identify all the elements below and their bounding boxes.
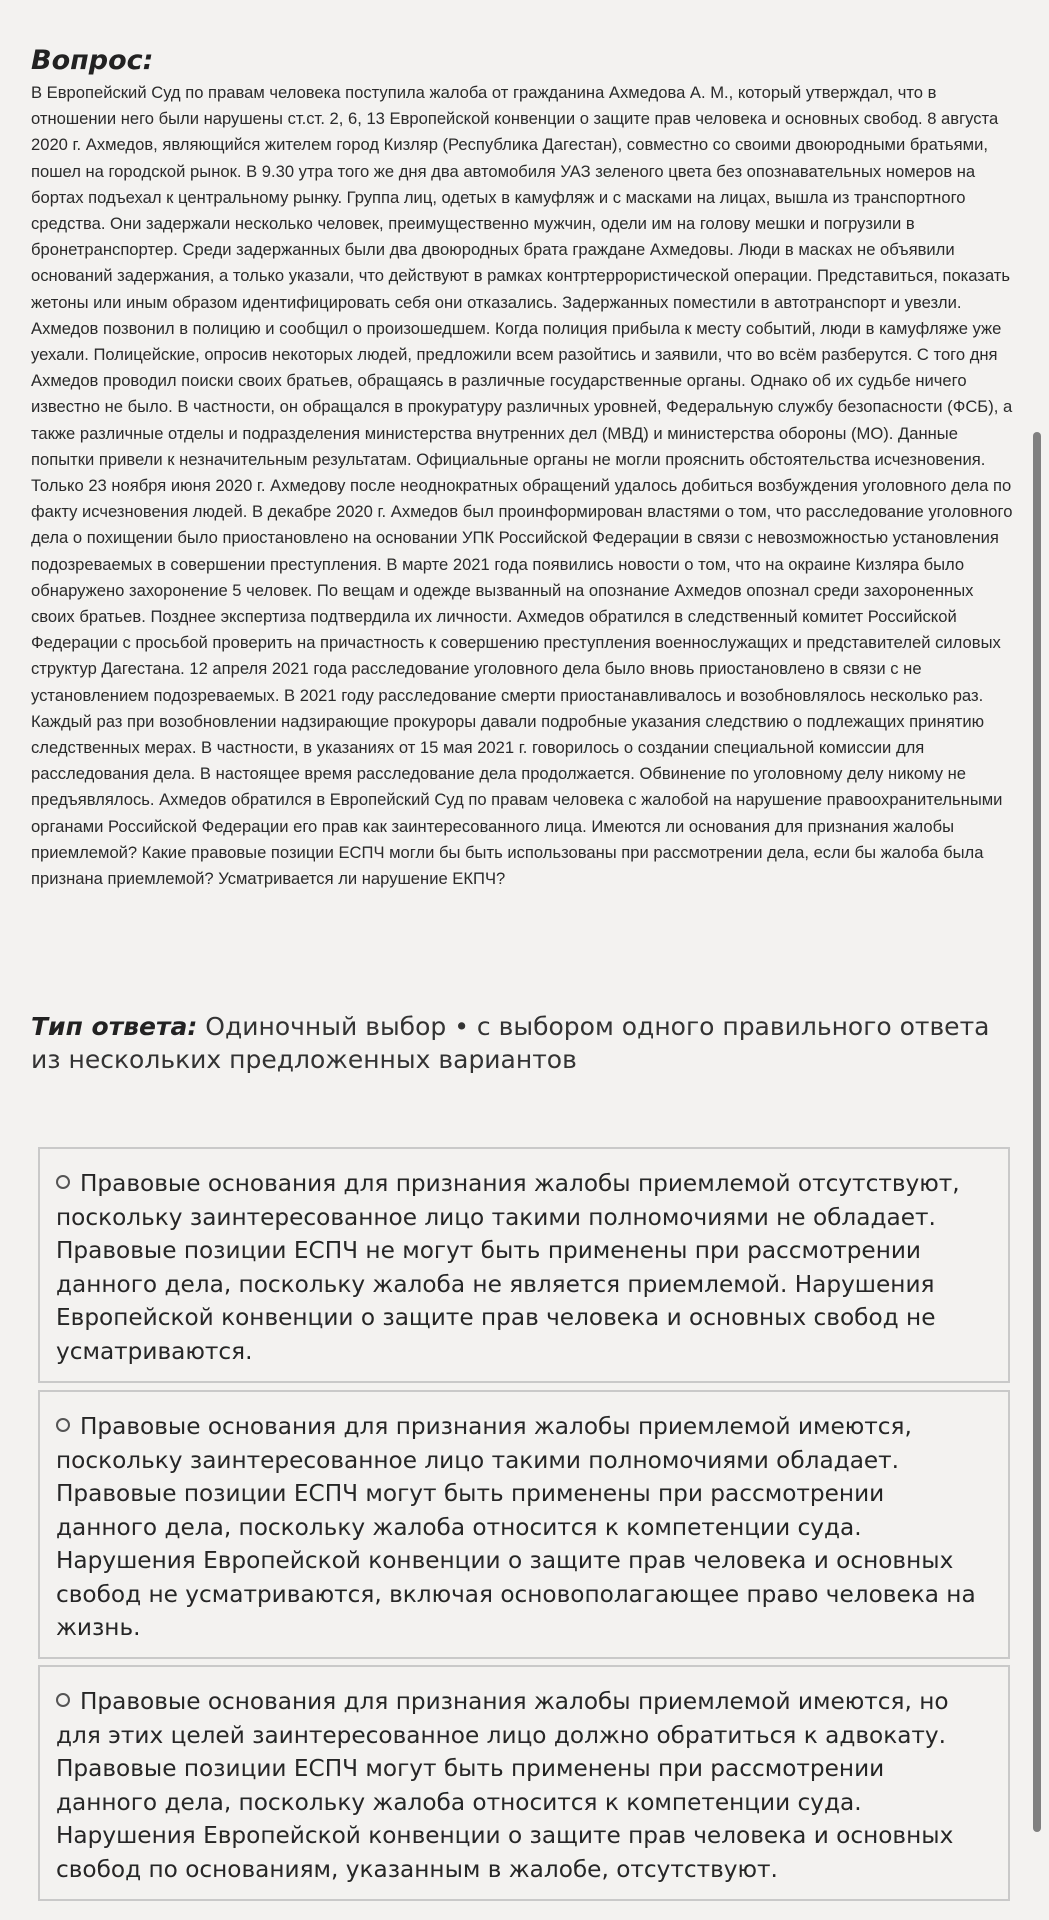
answer-type-label: Тип ответа: [31, 1012, 198, 1041]
answer-option-2[interactable] [38, 1390, 1010, 1659]
answer-option-text: Правовые основания для признания жалобы приемлемой имеются, поскольку заинтересованное лицо такими полномочиями обладает. Правовые позиции ЕСПЧ могут быть применены при рассмотрении данного дела, поскольку жалоба относится к компетенции суда. Нарушения Европейской конвенции о защите прав человека и основных свобод не усматриваются, включая основополагающее право человека на жизнь. [56, 1413, 976, 1641]
question-text: В Европейский Суд по правам человека поступила жалоба от гражданина Ахмедова А. М., который утверждал, что в отношении него были нарушены ст.ст. 2, 6, 13 Европейской конвенции о защите прав человека и основных свобод. 8 августа 2020 г. Ахмедов, являющийся жителем город Кизляр (Республика Дагестан), совместно со своими двоюродными братьями, пошел на городской рынок. В 9.30 утра того же дня два автомобиля УАЗ зеленого цвета без опознавательных номеров на бортах подъехал к центральному рынку. Группа лиц, одетых в камуфляж и с масками на лицах, вышла из транспортного средства. Они задержали несколько человек, преимущественно мужчин, одели им на голову мешки и погрузили в бронетранспортер. Среди задержанных были два двоюродных брата граждане Ахмедовы. Люди в масках не объявили оснований задержания, а только указали, что действуют в рамках контртеррористической операции. Представиться, показать жетоны или иным образом идентифицировать себя они отказались. Задержанных поместили в автотранспорт и увезли. Ахмедов позвонил в полицию и сообщил о произошедшем. Когда полиция прибыла к месту событий, люди в камуфляже уже уехали. Полицейские, опросив некоторых людей, предложили всем разойтись и заявили, что во всём разберутся. С того дня Ахмедов проводил поиски своих братьев, обращаясь в различные государственные органы. Однако об их судьбе ничего известно не было. В частности, он обращался в прокуратуру различных уровней, Федеральную службу безопасности (ФСБ), а также различные отделы и подразделения министерства внутренних дел (МВД) и министерства обороны (МО). Данные попытки привели к незначительным результатам. Официальные органы не могли прояснить обстоятельства исчезновения. Только 23 ноября июня 2020 г. Ахмедову после неоднократных обращений удалось добиться возбуждения уголовного дела по факту исчезновения людей. В декабре 2020 г. Ахмедов был проинформирован властями о том, что расследование уголовного дела о похищении было приостановлено на основании УПК Российской Федерации в связи с невозможностью установления подозреваемых в совершении преступления. В марте 2021 года появились новости о том, что на окраине Кизляра было обнаружено захоронение 5 человек. По вещам и одежде вызванный на опознание Ахмедов опознал среди захороненных своих братьев. Позднее экспертиза подтвердила их личности. Ахмедов обратился в следственный комитет Российской Федерации с просьбой проверить на причастность к совершению преступления военнослужащих и представителей силовых структур Дагестана. 12 апреля 2021 года расследование уголовного дела было вновь приостановлено в связи с не установлением подозреваемых. В 2021 году расследование смерти приостанавливалось и возобновлялось несколько раз. Каждый раз при возобновлении надзирающие прокуроры давали подробные указания следствию о подлежащих принятию следственных мерах. В частности, в указаниях от 15 мая 2021 г. говорилось о создании специальной комиссии для расследования дела. В настоящее время расследование дела продолжается. Обвинение по уголовному делу никому не предъявлялось. Ахмедов обратился в Европейский Суд по правам человека с жалобой на нарушение правоохранительными органами Российской Федерации его прав как заинтересованного лица. Имеются ли основания для признания жалобы приемлемой? Какие правовые позиции ЕСПЧ могли бы быть использованы при рассмотрении дела, если бы жалоба была признана приемлемой? Усматривается ли нарушение ЕКПЧ? [31, 83, 1013, 889]
answer-option-3[interactable] [38, 1665, 1010, 1901]
answer-option-1[interactable] [38, 1147, 1010, 1383]
question-block [31, 44, 1021, 892]
answer-option-text: Правовые основания для признания жалобы приемлемой имеются, но для этих целей заинтересованное лицо должно обратиться к адвокату. Правовые позиции ЕСПЧ могут быть применены при рассмотрении данного дела, поскольку жалоба относится к компетенции суда. Нарушения Европейской конвенции о защите прав человека и основных свобод по основаниям, указанным в жалобе, отсутствуют. [56, 1688, 954, 1883]
radio-button-icon[interactable] [56, 1175, 70, 1189]
answer-type-value: Одиночный выбор • с выбором одного правильного ответа из нескольких предложенных вариантов [31, 1012, 990, 1074]
answer-type [31, 1010, 1021, 1076]
radio-button-icon[interactable] [56, 1418, 70, 1432]
scrollbar-thumb[interactable] [1033, 432, 1041, 1832]
question-heading: Вопрос: [31, 45, 154, 76]
radio-button-icon[interactable] [56, 1693, 70, 1707]
answer-option-text: Правовые основания для признания жалобы приемлемой отсутствуют, поскольку заинтересованное лицо такими полномочиями не обладает. Правовые позиции ЕСПЧ не могут быть применены при рассмотрении данного дела, поскольку жалоба не является приемлемой. Нарушения Европейской конвенции о защите прав человека и основных свобод не усматриваются. [56, 1170, 960, 1365]
